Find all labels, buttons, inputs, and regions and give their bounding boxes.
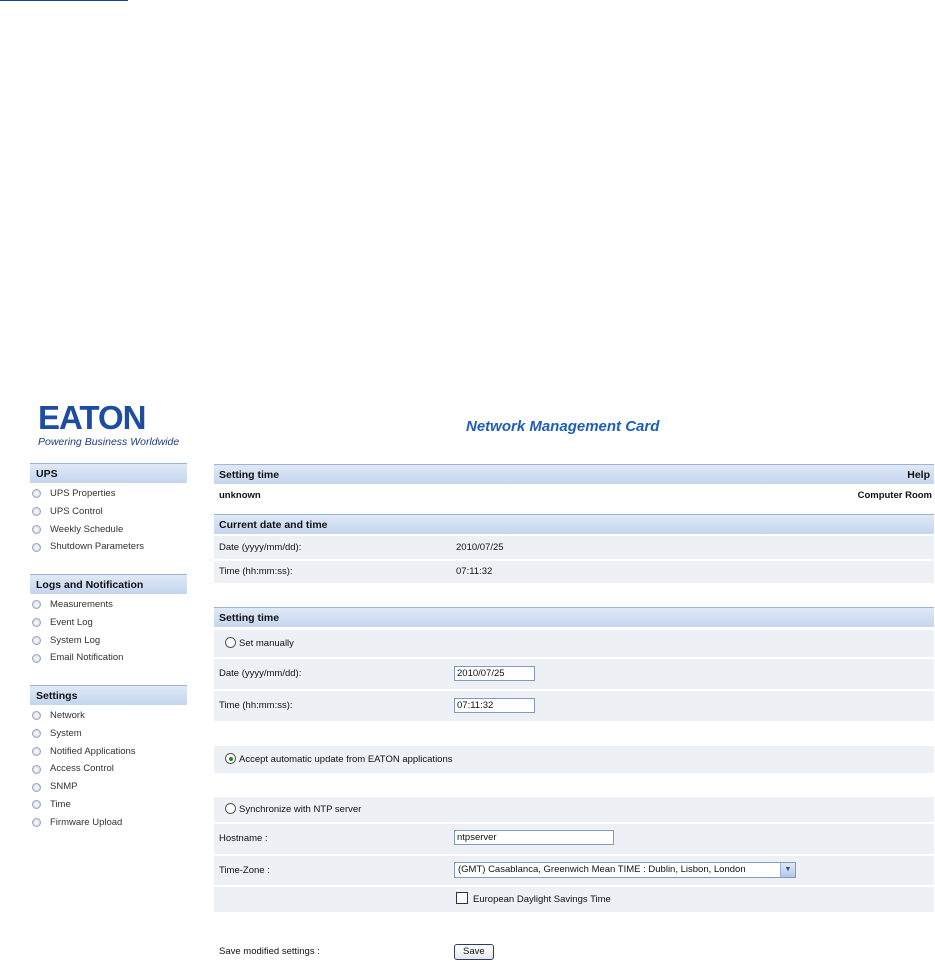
current-time-row: [214, 561, 934, 583]
manual-row: [214, 630, 934, 657]
sidebar-heading-settings: Settings: [30, 685, 187, 705]
manual-option[interactable]: Set manually: [225, 630, 294, 657]
bullet-icon: [32, 636, 41, 645]
sidebar-item-shutdown-parameters[interactable]: Shutdown Parameters: [32, 538, 187, 556]
sidebar-item-notified-applications[interactable]: Notified Applications: [32, 743, 187, 761]
current-date-row: [214, 536, 934, 559]
manual-radio[interactable]: [225, 637, 236, 648]
dst-option[interactable]: European Daylight Savings Time: [456, 887, 611, 912]
auto-radio[interactable]: [225, 753, 236, 764]
auto-option[interactable]: Accept automatic update from EATON applications: [225, 746, 453, 773]
sidebar-item-event-log[interactable]: Event Log: [32, 614, 187, 632]
hostname-label: Hostname :: [219, 833, 268, 844]
bullet-icon: [32, 600, 41, 609]
bullet-icon: [32, 618, 41, 627]
timezone-label: Time-Zone :: [219, 865, 270, 876]
bullet-icon: [32, 654, 41, 663]
logo-wordmark: EATON: [38, 399, 146, 436]
section-title: Setting time: [219, 469, 280, 481]
chevron-down-icon[interactable]: ▼: [780, 863, 795, 877]
eaton-logo: [38, 399, 183, 453]
manual-time-input[interactable]: 07:11:32: [454, 698, 535, 713]
sidebar-item-ups-properties[interactable]: UPS Properties: [32, 485, 187, 503]
hostname-input[interactable]: ntpserver: [454, 830, 614, 845]
current-time-label: Time (hh:mm:ss):: [219, 566, 293, 577]
save-row: [214, 942, 934, 962]
save-label: Save modified settings :: [219, 946, 320, 957]
sidebar-item-weekly-schedule[interactable]: Weekly Schedule: [32, 521, 187, 539]
sidebar-item-time[interactable]: Time: [32, 796, 187, 814]
hostname-row: [214, 824, 934, 854]
sidebar-list-ups: [32, 485, 187, 556]
sidebar-item-system[interactable]: System: [32, 725, 187, 743]
dst-row: [214, 887, 934, 912]
sidebar-item-network[interactable]: Network: [32, 707, 187, 725]
bullet-icon: [32, 711, 41, 720]
bullet-icon: [32, 729, 41, 738]
current-date-header: Current date and time: [214, 514, 934, 534]
auto-row: [214, 746, 934, 773]
device-location: Computer Room: [857, 490, 932, 501]
bullet-icon: [32, 525, 41, 534]
manual-date-label: Date (yyyy/mm/dd):: [219, 668, 302, 679]
bullet-icon: [32, 747, 41, 756]
save-button[interactable]: Save: [454, 944, 494, 960]
manual-date-row: [214, 659, 934, 689]
ntp-row: [214, 797, 934, 822]
sidebar-list-logs: [32, 596, 187, 667]
top-link-line: [0, 0, 128, 4]
setting-time-section-header: Setting time: [214, 607, 934, 627]
logo-tagline: Powering Business Worldwide: [38, 436, 180, 448]
sidebar-heading-logs: Logs and Notification: [30, 574, 187, 594]
current-date-label: Date (yyyy/mm/dd):: [219, 542, 302, 553]
ntp-radio[interactable]: [225, 803, 236, 814]
bullet-icon: [32, 818, 41, 827]
sidebar-item-access-control[interactable]: Access Control: [32, 760, 187, 778]
manual-date-input[interactable]: 2010/07/25: [454, 666, 535, 681]
current-date-value: 2010/07/25: [456, 542, 504, 553]
current-time-value: 07:11:32: [456, 566, 493, 577]
setting-time-header: [214, 464, 934, 484]
bullet-icon: [32, 489, 41, 498]
sidebar-item-system-log[interactable]: System Log: [32, 632, 187, 650]
sidebar-list-settings: [32, 707, 187, 832]
device-name: unknown: [219, 490, 261, 501]
dst-checkbox[interactable]: [456, 892, 468, 904]
manual-time-row: [214, 691, 934, 721]
sidebar-item-snmp[interactable]: SNMP: [32, 778, 187, 796]
timezone-select[interactable]: (GMT) Casablanca, Greenwich Mean TIME : Dublin, Lisbon, London ▼: [454, 862, 796, 878]
sidebar-item-ups-control[interactable]: UPS Control: [32, 503, 187, 521]
sidebar-item-email-notification[interactable]: Email Notification: [32, 649, 187, 667]
bullet-icon: [32, 543, 41, 552]
bullet-icon: [32, 765, 41, 774]
bullet-icon: [32, 800, 41, 809]
sidebar-item-firmware-upload[interactable]: Firmware Upload: [32, 814, 187, 832]
timezone-row: [214, 856, 934, 885]
page-title: Network Management Card: [466, 418, 660, 435]
device-row: [214, 486, 934, 506]
sidebar-item-measurements[interactable]: Measurements: [32, 596, 187, 614]
bullet-icon: [32, 783, 41, 792]
help-link[interactable]: Help: [907, 469, 930, 481]
bullet-icon: [32, 507, 41, 516]
manual-time-label: Time (hh:mm:ss):: [219, 700, 293, 711]
ntp-option[interactable]: Synchronize with NTP server: [225, 797, 361, 822]
sidebar-heading-ups: UPS: [30, 463, 187, 483]
